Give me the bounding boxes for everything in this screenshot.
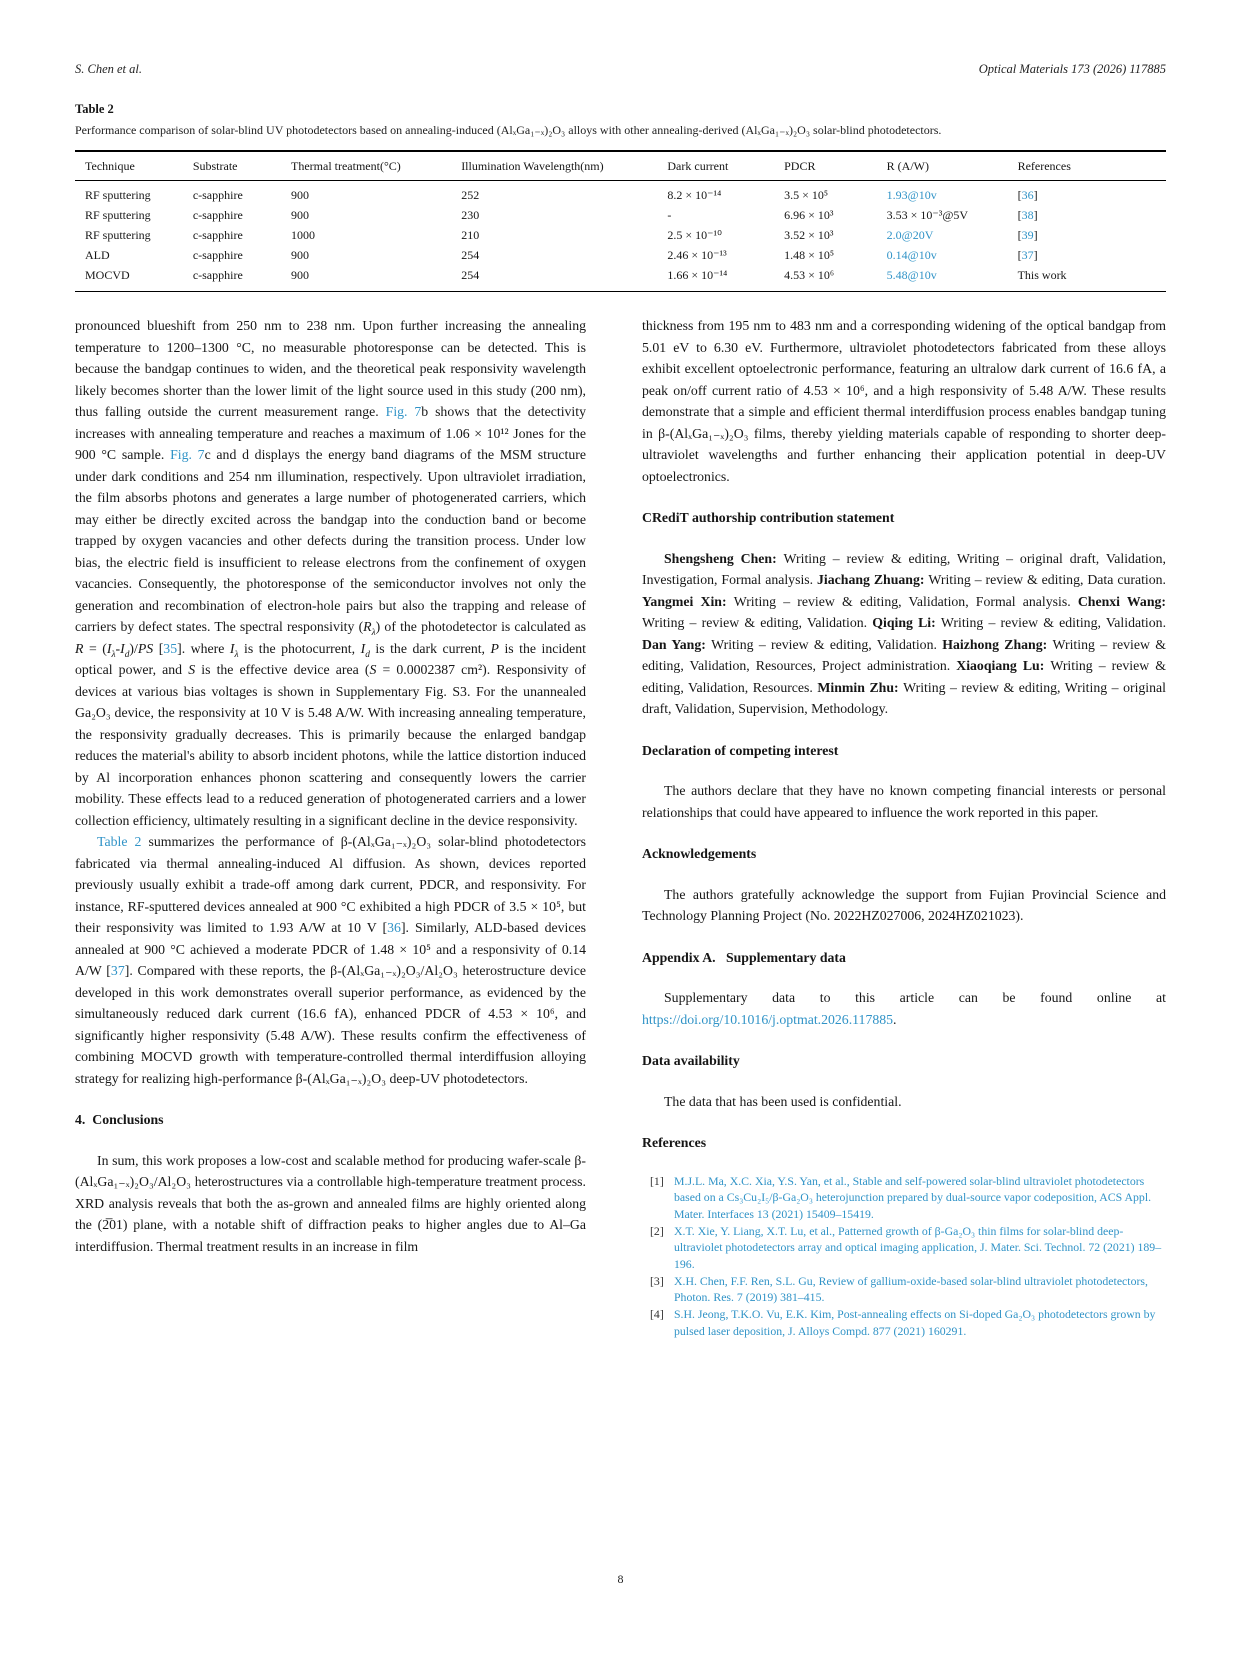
text-run: 3.5 × 10⁵ bbox=[784, 188, 829, 202]
table-cell bbox=[193, 226, 291, 246]
paragraph-table-summary bbox=[75, 831, 586, 1089]
text-run: λ bbox=[371, 627, 376, 638]
text-run: c-sapphire bbox=[192, 248, 243, 262]
text-run: I bbox=[120, 640, 125, 656]
text-run: [ bbox=[1017, 208, 1022, 222]
text-run: Writing – review & editing, Data curation. bbox=[928, 572, 1166, 587]
text-run: 1000 bbox=[291, 228, 315, 242]
text-run: 254 bbox=[461, 248, 480, 262]
table-row bbox=[75, 181, 1166, 206]
text-run: This work bbox=[1017, 268, 1067, 282]
text-run: λ bbox=[234, 649, 239, 660]
text-run: ) of the photodetector is calculated as bbox=[375, 619, 586, 634]
inline-link[interactable]: Fig. 7 bbox=[385, 404, 422, 419]
table-cell bbox=[193, 181, 291, 206]
text-run: c-sapphire bbox=[192, 188, 243, 202]
inline-link[interactable]: S.H. Jeong, T.K.O. Vu, E.K. Kim, Post-annealing effects on Si-doped Ga₂O₃ photodetectors grown by pulsed laser deposition, J. Alloys Compd. 877 (2021) 160291. bbox=[674, 1307, 1156, 1338]
inline-link[interactable]: 38 bbox=[1021, 208, 1034, 222]
table-cell bbox=[193, 206, 291, 226]
table-cell bbox=[291, 246, 461, 266]
text-run: Writing – review & editing, Validation, Resources, Project administration. bbox=[642, 636, 1166, 673]
inline-link[interactable]: X.H. Chen, F.F. Ren, S.L. Gu, Review of gallium-oxide-based solar-blind ultraviolet photodetectors, Photon. Res. 7 (2019) 381–415. bbox=[674, 1273, 1148, 1304]
reference-text bbox=[674, 1306, 1166, 1339]
col-header-responsivity: R (A/W) bbox=[887, 151, 1018, 181]
text-run: The authors declare that they have no known competing financial interests or personal relationships that could have appeared to influence the work reported in this paper. bbox=[642, 783, 1166, 820]
table-cell bbox=[461, 226, 667, 246]
text-run: Writing – review & editing, Writing – original draft, Validation, Supervision, Methodology. bbox=[642, 679, 1166, 716]
paragraph-conclusions bbox=[75, 1150, 586, 1258]
table-row bbox=[75, 266, 1166, 292]
text-run: Writing – review & editing, Validation, Resources. bbox=[642, 658, 1166, 695]
table-cell bbox=[75, 181, 193, 206]
text-run: RF sputtering bbox=[85, 228, 151, 242]
text-run: ]. Compared with these reports, the β-(AlₓGa₁₋ₓ)₂O₃/Al₂O₃ heterostructure device developed in this work demonstrates overall superior performance, as evidenced by the simultaneously reduced dark current (16.6 fA), enhanced PDCR of 4.53 × 10⁶, and significantly higher responsivity (5.48 A/W). These results confirm the effectiveness of combining MOCVD growth with temperature-controlled thermal interdiffusion alloying strategy for realizing high-performance β-(AlₓGa₁₋ₓ)₂O₃ deep-UV photodetectors. bbox=[75, 963, 586, 1086]
text-run: [ bbox=[1017, 228, 1022, 242]
paragraph-data-availability bbox=[642, 1091, 1166, 1113]
heading-declaration: Declaration of competing interest bbox=[642, 742, 839, 758]
text-run: c-sapphire bbox=[192, 208, 243, 222]
table-cell bbox=[887, 206, 1018, 226]
table-label: Table 2 bbox=[75, 102, 114, 116]
table-cell bbox=[784, 226, 887, 246]
text-run: 230 bbox=[461, 208, 480, 222]
reference-text bbox=[674, 1173, 1166, 1223]
table-row bbox=[75, 206, 1166, 226]
table-cell bbox=[1018, 266, 1166, 292]
text-run: In sum, this work proposes a low-cost and scalable method for producing wafer-scale β-(AlₓGa₁₋ₓ)₂O₃/Al₂O₃ heterostructures via a controllable high-temperature treatment process. XRD analysis reveals that both the as-grown and annealed films are highly oriented along the (2̅01) plane, with a notable shift of diffraction peaks to higher angles due to Al–Ga interdiffusion. Thermal treatment results in an increase in film bbox=[75, 1152, 586, 1254]
col-header-dark-current: Dark current bbox=[667, 151, 784, 181]
text-run: 254 bbox=[461, 268, 480, 282]
inline-link[interactable]: 5.48@10v bbox=[886, 268, 937, 282]
text-run: c-sapphire bbox=[192, 268, 243, 282]
text-run: 900 bbox=[291, 208, 309, 222]
text-run: Writing – review & editing, Validation. bbox=[642, 615, 873, 630]
text-run: d bbox=[124, 649, 130, 660]
text-run: 900 bbox=[291, 248, 309, 262]
text-run: c-sapphire bbox=[192, 228, 243, 242]
inline-link[interactable]: M.J.L. Ma, X.C. Xia, Y.S. Yan, et al., Stable and self-powered solar-blind ultraviolet photodetectors based on a Cs₃Cu₂I₅/β-Ga₂O₃ heterojunction prepared by dual-source vapor codeposition, ACS Appl. Mater. Interfaces 13 (2021) 15409–15419. bbox=[674, 1173, 1152, 1221]
inline-link[interactable]: X.T. Xie, Y. Liang, X.T. Lu, et al., Patterned growth of β-Ga₂O₃ thin films for solar-blind deep-ultraviolet photodetectors array and optical imaging application, J. Mater. Sci. Technol. 72 (2021) 189–196. bbox=[674, 1223, 1162, 1271]
text-run: 3.53 × 10⁻³@5V bbox=[886, 208, 969, 222]
inline-link[interactable]: 39 bbox=[1021, 228, 1034, 242]
inline-link[interactable]: 36 bbox=[1021, 188, 1034, 202]
table-cell bbox=[784, 266, 887, 292]
paragraph-credit bbox=[642, 548, 1166, 720]
text-run: 4.53 × 10⁶ bbox=[784, 268, 835, 282]
running-header bbox=[75, 62, 1166, 77]
reference-item[interactable] bbox=[650, 1223, 1166, 1273]
paragraph-continuation bbox=[75, 315, 586, 831]
reference-list bbox=[642, 1173, 1166, 1340]
text-run: thickness from 195 nm to 483 nm and a corresponding widening of the optical bandgap from 5.01 eV to 6.30 eV. Furthermore, ultraviolet photodetectors fabricated from these alloys exhibit excellent optoelectronic performance, featuring an ultralow dark current of 16.6 fA, a peak on/off current ratio of 4.53 × 10⁶, and a high responsivity of 5.48 A/W. These results demonstrate that a simple and efficient thermal interdiffusion process enables bandgap tuning in β-(AlₓGa₁₋ₓ)₂O₃ films, thereby yielding materials capable of responding to shorter deep-ultraviolet wavelengths and further enhancing their application potential in deep-UV optoelectronics. bbox=[642, 318, 1166, 484]
text-run: ] bbox=[1033, 208, 1038, 222]
text-run: summarizes the performance of β-(AlₓGa₁₋ₓ)₂O₃ solar-blind photodetectors fabricated via thermal annealing-induced Al diffusion. As shown, devices reported previously usually exhibit a trade-off among dark current, PDCR, and responsivity. For instance, RF-sputtered devices annealed at 900 °C exhibited a high PDCR of 3.5 × 10⁵, but their responsivity was limited to 1.93 A/W at 10 V [ bbox=[75, 834, 586, 935]
text-run: P bbox=[490, 640, 499, 656]
text-run: MOCVD bbox=[85, 268, 130, 282]
left-column bbox=[75, 315, 586, 1340]
text-run: λ bbox=[111, 649, 116, 660]
text-run: 8.2 × 10⁻¹⁴ bbox=[667, 188, 722, 202]
col-header-technique: Technique bbox=[75, 151, 193, 181]
table-cell bbox=[291, 266, 461, 292]
text-run: The authors gratefully acknowledge the support from Fujian Provincial Science and Technology Planning Project (No. 2022HZ027006, 2024HZ021023). bbox=[642, 886, 1166, 923]
reference-item[interactable] bbox=[650, 1306, 1166, 1339]
text-run: - bbox=[667, 208, 672, 222]
table-cell bbox=[784, 181, 887, 206]
text-run: [ bbox=[153, 640, 164, 656]
table-row bbox=[75, 246, 1166, 266]
text-run: Jiachang Zhuang: bbox=[817, 572, 929, 587]
text-run: R bbox=[75, 640, 84, 656]
text-run: ALD bbox=[85, 248, 110, 262]
table-cell bbox=[667, 246, 784, 266]
col-header-illumination: Illumination Wavelength(nm) bbox=[461, 151, 667, 181]
inline-link[interactable]: Table 2 bbox=[97, 834, 142, 849]
heading-conclusions: 4. Conclusions bbox=[75, 1112, 164, 1127]
table-cell bbox=[1018, 226, 1166, 246]
text-run: is the incident optical power, and bbox=[75, 640, 586, 677]
heading-data-availability: Data availability bbox=[642, 1053, 740, 1068]
body-columns bbox=[75, 315, 1166, 1340]
paragraph-thickness bbox=[642, 315, 1166, 487]
text-run: I bbox=[360, 640, 366, 656]
text-run: b shows that the detectivity increases with annealing temperature and reaches a maximum of 1.06 × 10¹² Jones for the 900 °C sample. bbox=[75, 404, 586, 462]
text-run: d bbox=[365, 649, 370, 660]
table-cell bbox=[887, 246, 1018, 266]
paragraph-appendix bbox=[642, 987, 1166, 1030]
table-cell bbox=[75, 226, 193, 246]
text-run: I bbox=[106, 640, 112, 656]
heading-appendix: Appendix A. Supplementary data bbox=[642, 949, 846, 965]
table-cell bbox=[784, 206, 887, 226]
text-run: = 0.0002387 cm²). Responsivity of devices at various bias voltages is shown in Supplementary Fig. S3. For the unannealed Ga₂O₃ device, the responsivity at 10 V is 5.48 A/W. With increasing annealing temperature, the responsivity gradually decreases. This is primarily because the enlarged bandgap reduces the material's ability to absorb incident photons, while the lattice distortion induced by Al incorporation enhances phonon scattering and consequently lowers the carrier mobility. These effects lead to a reduced generation of photogenerated carriers and a lower collection efficiency, ultimately resulting in a significant decline in the device responsivity. bbox=[75, 662, 586, 828]
text-run: RF sputtering bbox=[85, 208, 151, 222]
text-run: 6.96 × 10³ bbox=[784, 208, 834, 222]
text-run: S bbox=[369, 662, 377, 677]
table-cell bbox=[1018, 246, 1166, 266]
col-header-substrate: Substrate bbox=[193, 151, 291, 181]
page-number: 8 bbox=[617, 1572, 624, 1586]
text-run: 1.66 × 10⁻¹⁴ bbox=[667, 268, 728, 282]
table-cell bbox=[193, 246, 291, 266]
text-run: 3.52 × 10³ bbox=[784, 228, 834, 242]
text-run: PS bbox=[137, 640, 154, 656]
table-cell bbox=[667, 206, 784, 226]
reference-number: [3] bbox=[650, 1273, 664, 1288]
inline-link[interactable]: 2.0@20V bbox=[886, 228, 934, 242]
paragraph-acknowledgements bbox=[642, 884, 1166, 927]
text-run: Qiqing Li: bbox=[872, 615, 941, 630]
text-run: ]. Similarly, ALD-based devices annealed at 900 °C achieved a moderate PDCR of 1.48 × 10⁵ and a responsivity of 0.14 A/W [ bbox=[75, 920, 586, 978]
text-run: pronounced blueshift from 250 nm to 238 nm. Upon further increasing the annealing temperature to 1200–1300 °C, no measurable photoresponse can be detected. This is because the bandgap continues to widen, and the theoretical peak responsivity wavelength likely becomes shorter than the lower limit of the light source used in this study (200 nm), thus falling outside the current measurement range. bbox=[75, 318, 586, 419]
table-cell bbox=[461, 181, 667, 206]
table-cell bbox=[1018, 206, 1166, 226]
text-run: [ bbox=[1017, 248, 1022, 262]
text-run: 1.48 × 10⁵ bbox=[784, 248, 835, 262]
text-run: Minmin Zhu: bbox=[817, 679, 904, 695]
text-run: is the effective device area ( bbox=[195, 662, 370, 677]
inline-link[interactable]: Fig. 7 bbox=[170, 447, 205, 462]
inline-link[interactable]: https://doi.org/10.1016/j.optmat.2026.117885 bbox=[642, 1011, 894, 1027]
inline-link[interactable]: 36 bbox=[387, 920, 401, 935]
table-cell bbox=[1018, 181, 1166, 206]
col-header-references: References bbox=[1018, 151, 1166, 181]
heading-references: References bbox=[642, 1135, 707, 1150]
text-run: c and d displays the energy band diagrams of the MSM structure under dark conditions and 254 nm illumination, respectively. Upon ultraviolet irradiation, the film absorbs photons and generates a large number of photogenerated carriers, which may either be directly excited across the bandgap into the conduction band or become trapped by oxygen vacancies and other defects during the transition process. Under low bias, the electric field is insufficient to release electrons from the confinement of oxygen vacancies. Consequently, the photoresponse of the semiconductor involves not only the generation and recombination of electron-hole pairs but also the trapping and release of carriers by defect states. The spectral responsivity ( bbox=[75, 447, 587, 634]
text-run: Writing – review & editing, Validation. bbox=[711, 636, 943, 652]
heading-credit: CRediT authorship contribution statement bbox=[642, 510, 895, 525]
text-run: Yangmei Xin: bbox=[642, 593, 734, 609]
text-run: - bbox=[115, 640, 121, 656]
col-header-pdcr: PDCR bbox=[784, 151, 887, 181]
table-row bbox=[75, 226, 1166, 246]
paragraph-declaration bbox=[642, 780, 1166, 823]
text-run: I bbox=[229, 640, 235, 656]
running-header-journal: Optical Materials 173 (2026) 117885 bbox=[978, 62, 1166, 76]
reference-item[interactable] bbox=[650, 1173, 1166, 1223]
heading-acknowledgements: Acknowledgements bbox=[642, 846, 757, 861]
text-run: ] bbox=[1033, 248, 1038, 262]
text-run: ] bbox=[1033, 188, 1038, 202]
text-run: ]. where bbox=[177, 640, 230, 656]
text-run: 900 bbox=[291, 188, 309, 202]
text-run: 2.5 × 10⁻¹⁰ bbox=[667, 228, 722, 242]
table-cell bbox=[75, 266, 193, 292]
table-cell bbox=[193, 266, 291, 292]
table-cell bbox=[291, 226, 461, 246]
table-header-row bbox=[75, 151, 1166, 181]
right-column bbox=[642, 315, 1166, 1340]
table-cell bbox=[461, 206, 667, 226]
text-run: Xiaoqiang Lu: bbox=[956, 658, 1051, 673]
text-run: Writing – review & editing, Validation, Formal analysis. bbox=[733, 593, 1078, 609]
text-run: [ bbox=[1017, 188, 1022, 202]
text-run: Shengsheng Chen: bbox=[664, 550, 784, 566]
inline-link[interactable]: 35 bbox=[163, 640, 178, 656]
text-run: The data that has been used is confidential. bbox=[664, 1093, 902, 1109]
table-cell bbox=[887, 181, 1018, 206]
inline-link[interactable]: 37 bbox=[110, 963, 125, 978]
text-run: = ( bbox=[83, 640, 107, 656]
text-run: 252 bbox=[461, 188, 480, 202]
table-cell bbox=[461, 266, 667, 292]
table-caption: Performance comparison of solar-blind UV photodetectors based on annealing-induced (AlₓGa₁₋ₓ)₂O₃ alloys with other annealing-derived (AlₓGa₁₋ₓ)₂O₃ solar-blind photodetectors. bbox=[75, 123, 942, 137]
table-cell bbox=[291, 206, 461, 226]
text-run: RF sputtering bbox=[85, 188, 151, 202]
text-run: S bbox=[188, 662, 196, 677]
table-cell bbox=[291, 181, 461, 206]
reference-number: [4] bbox=[650, 1307, 664, 1321]
performance-table bbox=[75, 150, 1166, 292]
text-run: is the photocurrent, bbox=[238, 640, 361, 656]
reference-text bbox=[674, 1273, 1166, 1306]
table-body bbox=[75, 181, 1166, 292]
text-run: Chenxi Wang: bbox=[1077, 593, 1166, 609]
text-run: 210 bbox=[461, 228, 480, 242]
reference-text bbox=[674, 1223, 1166, 1273]
text-run: Writing – review & editing, Writing – original draft, Validation, Investigation, Formal analysis. bbox=[642, 550, 1166, 587]
text-run: 900 bbox=[291, 268, 309, 282]
table-cell bbox=[887, 226, 1018, 246]
reference-item[interactable] bbox=[650, 1273, 1166, 1306]
running-header-authors: S. Chen et al. bbox=[75, 62, 143, 76]
text-run: R bbox=[363, 619, 372, 634]
text-run: ] bbox=[1033, 228, 1038, 242]
inline-link[interactable]: 0.14@10v bbox=[886, 248, 937, 262]
reference-number: [1] bbox=[650, 1173, 664, 1188]
table-cell bbox=[461, 246, 667, 266]
table-cell bbox=[75, 206, 193, 226]
table-cell bbox=[75, 246, 193, 266]
table-cell bbox=[784, 246, 887, 266]
text-run: Supplementary data to this article can be found online at bbox=[664, 990, 1166, 1005]
text-run: Writing – review & editing, Validation. bbox=[940, 615, 1167, 630]
text-run: 2.46 × 10⁻¹³ bbox=[667, 248, 727, 262]
text-run: . bbox=[893, 1011, 897, 1027]
inline-link[interactable]: 37 bbox=[1021, 248, 1034, 262]
col-header-thermal: Thermal treatment(°C) bbox=[291, 151, 461, 181]
text-run: Dan Yang: bbox=[642, 636, 712, 652]
table-cell bbox=[667, 266, 784, 292]
text-run: is the dark current, bbox=[369, 640, 491, 656]
table-cell bbox=[667, 226, 784, 246]
reference-number: [2] bbox=[650, 1223, 664, 1238]
text-run: )/ bbox=[129, 640, 138, 656]
table-cell bbox=[887, 266, 1018, 292]
inline-link[interactable]: 1.93@10v bbox=[886, 188, 937, 202]
text-run: Haizhong Zhang: bbox=[942, 636, 1053, 652]
table-cell bbox=[667, 181, 784, 206]
